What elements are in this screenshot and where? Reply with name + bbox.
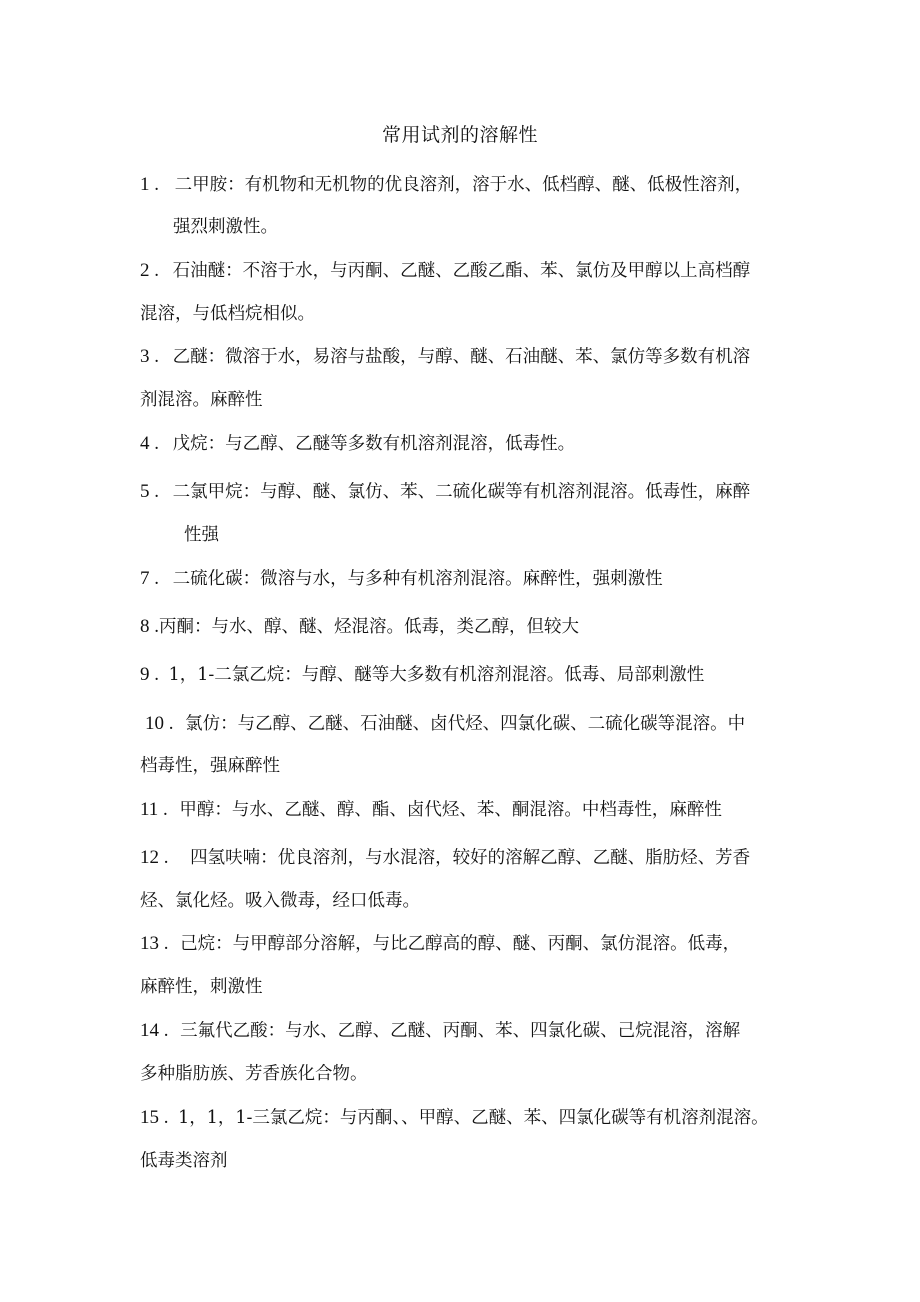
item-number: 1 . <box>140 174 159 195</box>
item-number: 14 . <box>140 1020 169 1041</box>
list-item-13-continuation: 麻醉性，刺激性 <box>140 977 263 997</box>
list-item-1 <box>140 172 800 198</box>
item-text: 二硫化碳：微溶与水，与多种有机溶剂混溶。麻醉性，强刺激性 <box>172 569 663 589</box>
item-text: 己烷：与甲醇部分溶解，与比乙醇高的醇、醚、丙酮、氯仿混溶。低毒， <box>180 934 741 954</box>
list-item-5 <box>140 479 800 505</box>
item-number: 3 . <box>140 346 159 367</box>
item-text: 戊烷：与乙醇、乙醚等多数有机溶剂混溶，低毒性。 <box>172 434 576 454</box>
item-text: 1，1-二氯乙烷：与醇、醚等大多数有机溶剂混溶。低毒、局部刺激性 <box>168 665 705 685</box>
item-number: 10 . <box>145 713 174 734</box>
list-item-2-continuation: 混溶，与低档烷相似。 <box>140 304 315 324</box>
item-text: 1，1，1-三氯乙烷：与丙酮、、甲醇、乙醚、苯、四氯化碳等有机溶剂混溶。 <box>178 1108 769 1128</box>
item-text: 丙酮：与水、醇、醚、烃混溶。低毒，类乙醇，但较大 <box>159 617 579 637</box>
list-item-15-continuation: 低毒类溶剂 <box>140 1151 228 1171</box>
list-item-9 <box>140 662 800 688</box>
list-item-12-continuation: 烃、氯化烃。吸入微毒，经口低毒。 <box>140 891 420 911</box>
list-item-14 <box>140 1018 800 1044</box>
list-item-10-continuation: 档毒性，强麻醉性 <box>140 756 280 776</box>
item-number: 7 . <box>140 568 159 589</box>
list-item-11 <box>140 797 800 823</box>
list-item-15 <box>140 1105 800 1131</box>
item-number: 15 . <box>140 1107 169 1128</box>
list-item-5-continuation: 性强 <box>184 525 219 545</box>
document-title: 常用试剂的溶解性 <box>381 124 538 146</box>
item-text: 乙醚：微溶于水，易溶与盐酸，与醇、醚、石油醚、苯、氯仿等多数有机溶 <box>172 347 751 367</box>
item-number: 8 . <box>140 616 159 637</box>
list-item-10 <box>145 711 805 737</box>
list-item-12 <box>140 845 800 871</box>
list-item-7 <box>140 566 800 592</box>
item-text: 三氟代乙酸：与水、乙醇、乙醚、丙酮、苯、四氯化碳、己烷混溶，溶解 <box>180 1021 741 1041</box>
item-number: 13 . <box>140 933 169 954</box>
item-text: 氯仿：与乙醇、乙醚、石油醚、卤代烃、四氯化碳、二硫化碳等混溶。中 <box>185 714 746 734</box>
list-item-3 <box>140 344 800 370</box>
item-text: 四氢呋喃：优良溶剂，与水混溶，较好的溶解乙醇、乙醚、脂肪烃、芳香 <box>190 848 751 868</box>
list-item-3-continuation: 剂混溶。麻醉性 <box>140 390 263 410</box>
item-number: 11 . <box>140 799 168 820</box>
list-item-4 <box>140 431 800 457</box>
item-text: 甲醇：与水、乙醚、醇、酯、卤代烃、苯、酮混溶。中档毒性，麻醉性 <box>179 800 722 820</box>
list-item-1-continuation: 强烈刺激性。 <box>173 217 278 237</box>
list-item-2 <box>140 258 800 284</box>
item-text: 二氯甲烷：与醇、醚、氯仿、苯、二硫化碳等有机溶剂混溶。低毒性，麻醉 <box>172 482 751 502</box>
list-item-14-continuation: 多种脂肪族、芳香族化合物。 <box>140 1064 368 1084</box>
item-number: 9 . <box>140 664 159 685</box>
item-number: 4 . <box>140 433 159 454</box>
item-number: 12 . <box>140 847 169 868</box>
item-number: 5 . <box>140 481 159 502</box>
item-text: 二甲胺：有机物和无机物的优良溶剂，溶于水、低档醇、醚、低极性溶剂， <box>174 175 753 195</box>
item-text: 石油醚：不溶于水，与丙酮、乙醚、乙酸乙酯、苯、氯仿及甲醇以上高档醇 <box>172 261 751 281</box>
list-item-13 <box>140 931 800 957</box>
list-item-8 <box>140 614 800 640</box>
item-number: 2 . <box>140 260 159 281</box>
